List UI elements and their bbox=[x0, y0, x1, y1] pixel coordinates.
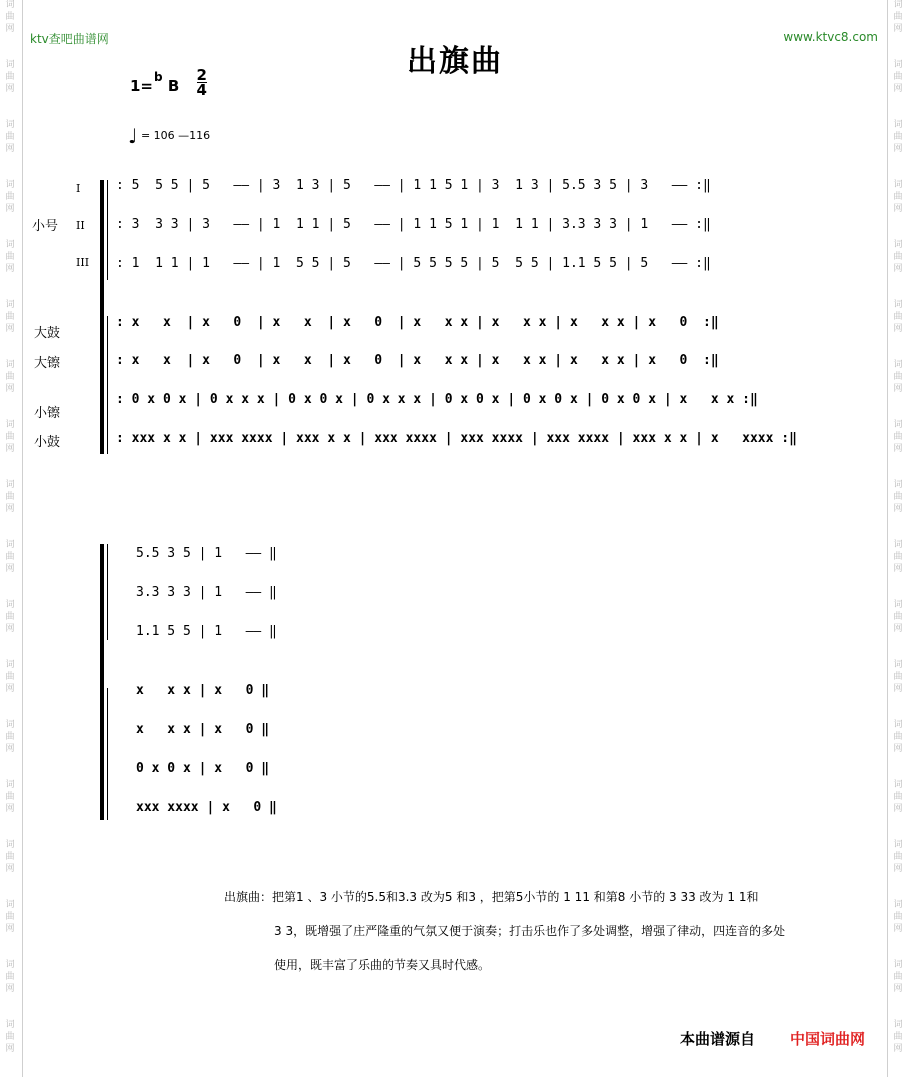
score-row-trumpet-3: : 1 1 1 | 1 —— | 1 5 5 | 5 —— | 5 5 5 5 | 5 5 5 | 1.1 5 5 | 5 —— :‖ bbox=[116, 256, 711, 271]
watermark-glyph: 曲 bbox=[5, 492, 15, 502]
score2-row-bass-drum: x x x | x 0 ‖ bbox=[136, 683, 270, 698]
watermark-glyph: 词 bbox=[5, 960, 15, 970]
watermark-glyph: 网 bbox=[5, 444, 15, 454]
watermark-glyph: 网 bbox=[893, 924, 903, 934]
watermark-glyph: 词 bbox=[893, 60, 903, 70]
watermark-glyph: 曲 bbox=[893, 1032, 903, 1042]
watermark-glyph: 曲 bbox=[5, 552, 15, 562]
watermark-glyph: 词 bbox=[5, 120, 15, 130]
label-part-1: I bbox=[76, 182, 81, 195]
tempo-marking bbox=[128, 124, 210, 148]
label-snare: 小鼓 bbox=[34, 435, 61, 450]
score-row-trumpet-1: : 5 5 5 | 5 —— | 3 1 3 | 5 —— | 1 1 5 1 | 3 1 3 | 5.5 3 5 | 3 —— :‖ bbox=[116, 178, 711, 193]
watermark-glyph: 网 bbox=[5, 624, 15, 634]
label-part-2: II bbox=[76, 219, 85, 232]
watermark-glyph: 曲 bbox=[5, 792, 15, 802]
watermark-glyph: 词 bbox=[893, 960, 903, 970]
watermark-glyph: 网 bbox=[893, 444, 903, 454]
watermark-glyph: 曲 bbox=[5, 852, 15, 862]
watermark-glyph: 网 bbox=[5, 384, 15, 394]
watermark-glyph: 词 bbox=[893, 720, 903, 730]
watermark-border-left bbox=[0, 0, 23, 1077]
watermark-glyph: 曲 bbox=[893, 912, 903, 922]
watermark-glyph: 曲 bbox=[893, 552, 903, 562]
time-signature bbox=[197, 68, 207, 97]
watermark-glyph: 曲 bbox=[893, 492, 903, 502]
annotation-line-3: 使用，既丰富了乐曲的节奏又具时代感。 bbox=[274, 958, 491, 972]
watermark-glyph: 曲 bbox=[5, 312, 15, 322]
label-trumpet: 小号 bbox=[32, 219, 59, 234]
score-row-trumpet-2: : 3 3 3 | 3 —— | 1 1 1 | 5 —— | 1 1 5 1 | 1 1 1 | 3.3 3 3 | 1 —— :‖ bbox=[116, 217, 711, 232]
watermark-glyph: 曲 bbox=[5, 972, 15, 982]
watermark-glyph: 词 bbox=[5, 240, 15, 250]
annotation-paragraph bbox=[224, 880, 860, 982]
time-denominator: 4 bbox=[196, 81, 207, 99]
watermark-glyph: 网 bbox=[5, 924, 15, 934]
score-row-small-cymbal: : 0 x 0 x | 0 x x x | 0 x 0 x | 0 x x x | 0 x 0 x | 0 x 0 x | 0 x 0 x | x x x :‖ bbox=[116, 392, 758, 407]
watermark-glyph: 网 bbox=[893, 324, 903, 334]
watermark-glyph: 曲 bbox=[893, 372, 903, 382]
score2-row-small-cymbal: 0 x 0 x | x 0 ‖ bbox=[136, 761, 270, 776]
watermark-glyph: 网 bbox=[5, 324, 15, 334]
tempo-value: = 106 —116 bbox=[140, 129, 211, 142]
watermark-glyph: 网 bbox=[893, 1044, 903, 1054]
watermark-glyph: 曲 bbox=[893, 72, 903, 82]
watermark-glyph: 网 bbox=[5, 804, 15, 814]
label-small-cymbal: 小镲 bbox=[34, 406, 61, 421]
system1-brace-percussion bbox=[107, 316, 108, 454]
watermark-glyph: 网 bbox=[893, 264, 903, 274]
system1-bracket bbox=[100, 180, 104, 454]
watermark-glyph: 词 bbox=[893, 1020, 903, 1030]
watermark-glyph: 曲 bbox=[5, 912, 15, 922]
watermark-glyph: 词 bbox=[893, 120, 903, 130]
watermark-glyph: 曲 bbox=[5, 132, 15, 142]
watermark-glyph: 词 bbox=[893, 180, 903, 190]
annotation-line-1: 出旗曲：把第1 、3 小节的5.5和3.3 改为5 和3 ，把第5小节的 1 11 和第8 小节的 3 33 改为 1 1和 bbox=[224, 890, 759, 904]
site-url-right[interactable]: www.ktvc8.com bbox=[783, 30, 878, 44]
system1-brace-brass bbox=[107, 180, 108, 280]
watermark-glyph: 词 bbox=[893, 780, 903, 790]
watermark-glyph: 曲 bbox=[5, 372, 15, 382]
watermark-glyph: 词 bbox=[5, 300, 15, 310]
watermark-glyph: 曲 bbox=[893, 672, 903, 682]
watermark-glyph: 词 bbox=[5, 540, 15, 550]
watermark-glyph: 网 bbox=[893, 684, 903, 694]
watermark-glyph: 曲 bbox=[893, 852, 903, 862]
source-label: 本曲谱源自 bbox=[680, 1030, 756, 1048]
watermark-glyph: 曲 bbox=[893, 732, 903, 742]
key-note: B bbox=[167, 77, 180, 95]
site-name-left[interactable]: ktv查吧曲谱网 bbox=[30, 32, 109, 46]
system2-brace-brass bbox=[107, 544, 108, 640]
watermark-glyph: 曲 bbox=[5, 732, 15, 742]
key-signature bbox=[130, 66, 207, 101]
watermark-glyph: 曲 bbox=[5, 12, 15, 22]
watermark-glyph: 词 bbox=[5, 180, 15, 190]
watermark-glyph: 网 bbox=[893, 804, 903, 814]
watermark-glyph: 网 bbox=[5, 264, 15, 274]
watermark-glyph: 曲 bbox=[5, 1032, 15, 1042]
watermark-glyph: 词 bbox=[5, 840, 15, 850]
watermark-glyph: 网 bbox=[893, 624, 903, 634]
watermark-glyph: 词 bbox=[893, 480, 903, 490]
watermark-glyph: 词 bbox=[5, 660, 15, 670]
watermark-glyph: 词 bbox=[893, 600, 903, 610]
system2-bracket bbox=[100, 544, 104, 820]
watermark-glyph: 曲 bbox=[893, 252, 903, 262]
watermark-glyph: 网 bbox=[5, 684, 15, 694]
watermark-glyph: 网 bbox=[893, 564, 903, 574]
label-cymbal: 大镲 bbox=[34, 356, 61, 371]
watermark-glyph: 网 bbox=[893, 84, 903, 94]
watermark-glyph: 词 bbox=[5, 420, 15, 430]
flat-sign: b bbox=[154, 70, 163, 84]
watermark-glyph: 词 bbox=[5, 1020, 15, 1030]
score-row-bass-drum: : x x | x 0 | x x | x 0 | x x x | x x x | x x x | x 0 :‖ bbox=[116, 315, 719, 330]
watermark-glyph: 词 bbox=[5, 900, 15, 910]
watermark-glyph: 词 bbox=[5, 360, 15, 370]
watermark-glyph: 曲 bbox=[5, 672, 15, 682]
watermark-glyph: 曲 bbox=[893, 312, 903, 322]
watermark-glyph: 曲 bbox=[5, 432, 15, 442]
watermark-glyph: 词 bbox=[5, 720, 15, 730]
watermark-glyph: 词 bbox=[893, 0, 903, 10]
watermark-glyph: 网 bbox=[893, 744, 903, 754]
watermark-glyph: 网 bbox=[5, 144, 15, 154]
watermark-glyph: 曲 bbox=[893, 192, 903, 202]
time-numerator: 2 bbox=[196, 66, 207, 84]
watermark-glyph: 网 bbox=[893, 504, 903, 514]
watermark-glyph: 网 bbox=[893, 384, 903, 394]
watermark-glyph: 词 bbox=[893, 660, 903, 670]
page-title: 出旗曲 bbox=[407, 44, 503, 79]
watermark-glyph: 曲 bbox=[893, 972, 903, 982]
watermark-glyph: 曲 bbox=[893, 432, 903, 442]
system2-brace-percussion bbox=[107, 688, 108, 820]
watermark-glyph: 词 bbox=[5, 780, 15, 790]
key-prefix: 1= bbox=[130, 77, 154, 95]
watermark-glyph: 曲 bbox=[5, 192, 15, 202]
watermark-glyph: 曲 bbox=[893, 792, 903, 802]
watermark-glyph: 曲 bbox=[893, 12, 903, 22]
watermark-glyph: 网 bbox=[893, 204, 903, 214]
watermark-glyph: 词 bbox=[893, 840, 903, 850]
watermark-glyph: 网 bbox=[5, 1044, 15, 1054]
quarter-note-icon: ♩ bbox=[128, 124, 138, 148]
score-row-snare: : xxx x x | xxx xxxx | xxx x x | xxx xxxx | xxx xxxx | xxx xxxx | xxx x x | x xxxx :‖ bbox=[116, 431, 797, 446]
watermark-glyph: 网 bbox=[5, 504, 15, 514]
watermark-glyph: 词 bbox=[893, 300, 903, 310]
watermark-glyph: 网 bbox=[5, 84, 15, 94]
watermark-glyph: 曲 bbox=[893, 132, 903, 142]
watermark-glyph: 词 bbox=[893, 420, 903, 430]
watermark-glyph: 网 bbox=[893, 24, 903, 34]
watermark-glyph: 曲 bbox=[5, 252, 15, 262]
watermark-glyph: 词 bbox=[5, 600, 15, 610]
label-bass-drum: 大鼓 bbox=[34, 326, 61, 341]
score2-row-snare: xxx xxxx | x 0 ‖ bbox=[136, 800, 277, 815]
score2-row-trumpet-1: 5.5 3 5 | 1 —— ‖ bbox=[136, 546, 277, 561]
watermark-glyph: 词 bbox=[893, 540, 903, 550]
watermark-glyph: 网 bbox=[893, 984, 903, 994]
watermark-border-right bbox=[887, 0, 910, 1077]
watermark-glyph: 词 bbox=[5, 0, 15, 10]
score-row-cymbal: : x x | x 0 | x x | x 0 | x x x | x x x | x x x | x 0 :‖ bbox=[116, 353, 719, 368]
watermark-glyph: 词 bbox=[5, 60, 15, 70]
watermark-glyph: 词 bbox=[5, 480, 15, 490]
source-site-link[interactable]: 中国词曲网 bbox=[790, 1030, 866, 1048]
watermark-glyph: 网 bbox=[893, 144, 903, 154]
label-part-3: III bbox=[76, 256, 90, 269]
watermark-glyph: 词 bbox=[893, 240, 903, 250]
watermark-glyph: 网 bbox=[5, 744, 15, 754]
score2-row-trumpet-2: 3.3 3 3 | 1 —— ‖ bbox=[136, 585, 277, 600]
watermark-glyph: 网 bbox=[5, 204, 15, 214]
score2-row-cymbal: x x x | x 0 ‖ bbox=[136, 722, 270, 737]
score2-row-trumpet-3: 1.1 5 5 | 1 —— ‖ bbox=[136, 624, 277, 639]
watermark-glyph: 词 bbox=[893, 900, 903, 910]
annotation-line-2: 3 3，既增强了庄严隆重的气氛又便于演奏；打击乐也作了多处调整，增强了律动，四连音的多处 bbox=[274, 924, 786, 938]
watermark-glyph: 曲 bbox=[5, 72, 15, 82]
watermark-glyph: 网 bbox=[5, 984, 15, 994]
watermark-glyph: 网 bbox=[893, 864, 903, 874]
watermark-glyph: 网 bbox=[5, 24, 15, 34]
watermark-glyph: 网 bbox=[5, 564, 15, 574]
watermark-glyph: 词 bbox=[893, 360, 903, 370]
watermark-glyph: 网 bbox=[5, 864, 15, 874]
watermark-glyph: 曲 bbox=[5, 612, 15, 622]
watermark-glyph: 曲 bbox=[893, 612, 903, 622]
